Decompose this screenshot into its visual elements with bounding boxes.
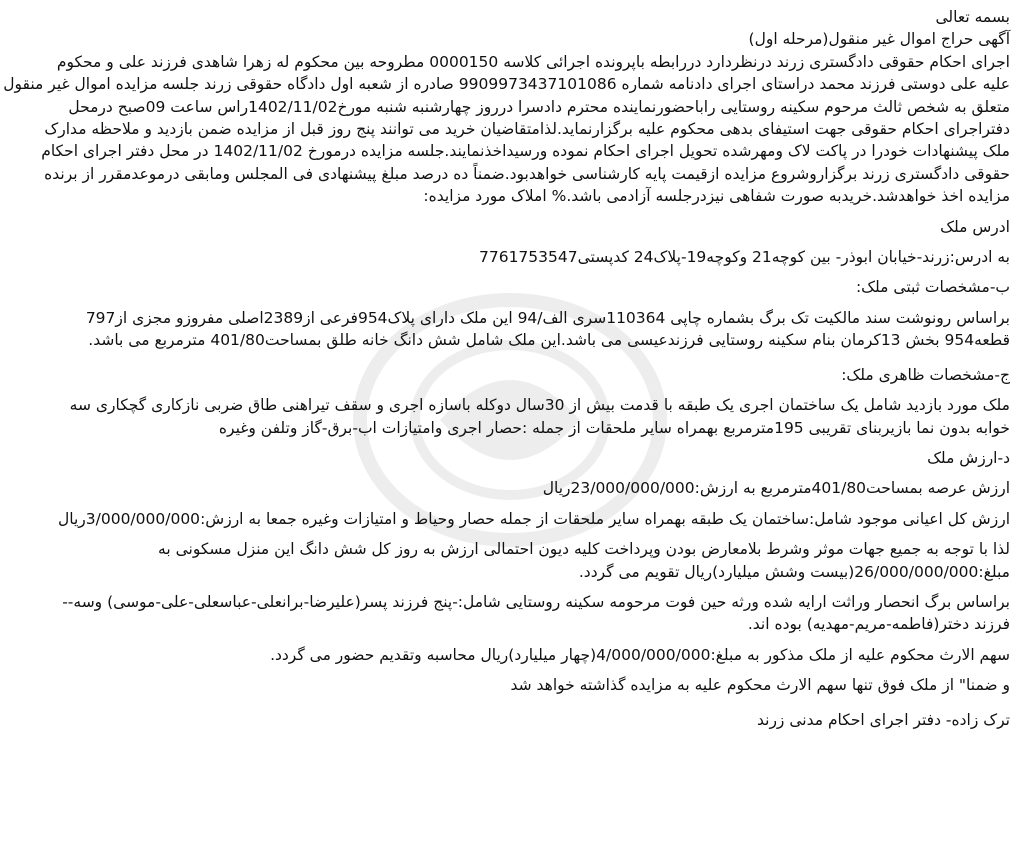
intro-line: حقوقی دادگستری زرند برگزاروشروع مزایده ازقیمت پایه کارشناسی خواهدبود.ضمناً ده درصد مبلغ پیشنهادی فی المجلس ومابقی درموعدمقرر از برنده xyxy=(44,164,1010,183)
valuation-heading: د-ارزش ملک xyxy=(927,448,1010,467)
signature: ترک زاده- دفتر اجرای احکام مدنی زرند xyxy=(757,710,1010,729)
appearance-line: خوابه بدون نما بازیربنای تقریبی 195مترمربع بهمراه سایر ملحقات از جمله :حصار اجری وامتیازات اب-برق-گاز وتلفن وغیره xyxy=(218,418,1010,437)
intro-line: علیه علی دوستی فرزند محمد دراستای اجرای دادنامه شماره 9909973437101086 صادره از شعبه اول دادگاه حقوقی زرند جلسه مزایده اموال غیر منقول xyxy=(3,75,1010,94)
appearance-paragraph xyxy=(12,394,1010,439)
heirs-paragraph xyxy=(12,591,1010,636)
address-heading: ادرس ملک xyxy=(940,217,1010,236)
address-text: به ادرس:زرند-خیابان ابوذر- بین کوچه21 وکوچه19-پلاک24 کدپستی7761753547 xyxy=(478,248,1010,267)
auction-note: و ضمنا" از ملک فوق تنها سهم الارث محکوم علیه به مزایده گذاشته خواهد شد xyxy=(510,676,1010,695)
building-value: ارزش کل اعیانی موجود شامل:ساختمان یک طبقه بهمراه سایر ملحقات از جمله حصار وحیاط و امتیازات وغیره جمعا به ارزش:3/000/000/000ریال xyxy=(57,509,1010,528)
heirs-line: براساس برگ انحصار وراثت ارایه شده ورثه حین فوت مرحومه سکینه روستایی شامل:-پنج فرزند پسر(علیرضا-برانعلی-عباسعلی-علی-موسی) وسه-- xyxy=(62,592,1010,611)
intro-line: دفتراجرای احکام حقوقی جهت استیفای بدهی محکوم علیه برگزارنماید.لذامتقاضیان خرید می توانند پنج روز قبل از مزایده ضمن بازدید و ملاحظه مدارک xyxy=(44,120,1010,139)
inheritance-share: سهم الارث محکوم علیه از ملک مذکور به مبلغ:4/000/000/000(چهار میلیارد)ریال محاسبه وتقدیم حضور می گردد. xyxy=(270,645,1010,664)
registry-paragraph xyxy=(12,307,1010,352)
intro-line: ملک پیشنهادات خودرا در پاکت لاک ومهرشده تحویل اجرای احکام نموده ورسیداخذنمایند.جلسه مزایده درمورخ 1402/11/02 در محل دفتر اجرای احکام xyxy=(41,142,1010,161)
appearance-heading: ج-مشخصات ظاهری ملک: xyxy=(841,365,1010,384)
document-body xyxy=(3,6,1010,731)
intro-line: اجرای احکام حقوقی دادگستری زرند درنظردارد دررابطه باپرونده اجرائی کلاسه 0000150 مطروحه بین محکوم له زهرا شاهدی فرزند علی و محکوم xyxy=(56,52,1010,71)
registry-line: براساس رونوشت سند مالکیت تک برگ بشماره چاپی 110364سری الف/94 این ملک دارای پلاک954فرعی از2389اصلی مفروزو مجزی از797 xyxy=(85,308,1010,327)
appearance-line: ملک مورد بازدید شامل یک ساختمان اجری یک طبقه با قدمت بیش از 30سال دوکله باسازه اجری و سقف تیراهنی طاق ضربی نازکاری گچکاری سه xyxy=(69,396,1010,415)
total-value-line: لذا با توجه به جمیع جهات موثر وشرط بلامعارض بودن وپرداخت کلیه دیون احتمالی ارزش به روز کل شش دانگ این منزل مسکونی به xyxy=(158,540,1010,559)
document-title: آگهی حراج اموال غیر منقول(مرحله اول) xyxy=(748,30,1010,49)
intro-line: متعلق به شخص ثالث مرحوم سکینه روستایی راباحضورنماینده محترم دادسرا درروز چهارشنبه شنبه مورخ1402/11/02راس ساعت 09صبح درمحل xyxy=(68,97,1010,116)
intro-paragraph xyxy=(3,51,1010,208)
total-value-line: مبلغ:26/000/000/000(بیست وشش میلیارد)ریال تقویم می گردد. xyxy=(578,562,1010,581)
land-value: ارزش عرصه بمساحت401/80مترمربع به ارزش:23/000/000/000ریال xyxy=(542,479,1010,498)
total-value-paragraph xyxy=(12,538,1010,583)
intro-line: مزایده اخذ خواهدشد.خریدبه صورت شفاهی نیزدرجلسه آزادمی باشد.% املاک مورد مزایده: xyxy=(423,187,1010,206)
basmala: بسمه تعالی xyxy=(935,8,1010,26)
heirs-line: فرزند دختر(فاطمه-مریم-مهدیه) بوده اند. xyxy=(747,615,1010,634)
registry-line: قطعه954 بخش 13کرمان بنام سکینه روستایی فرزندعیسی می باشد.این ملک شامل شش دانگ خانه طلق بمساحت401/80 مترمربع می باشد. xyxy=(88,331,1010,350)
registry-heading: ب-مشخصات ثبتی ملک: xyxy=(855,278,1010,297)
